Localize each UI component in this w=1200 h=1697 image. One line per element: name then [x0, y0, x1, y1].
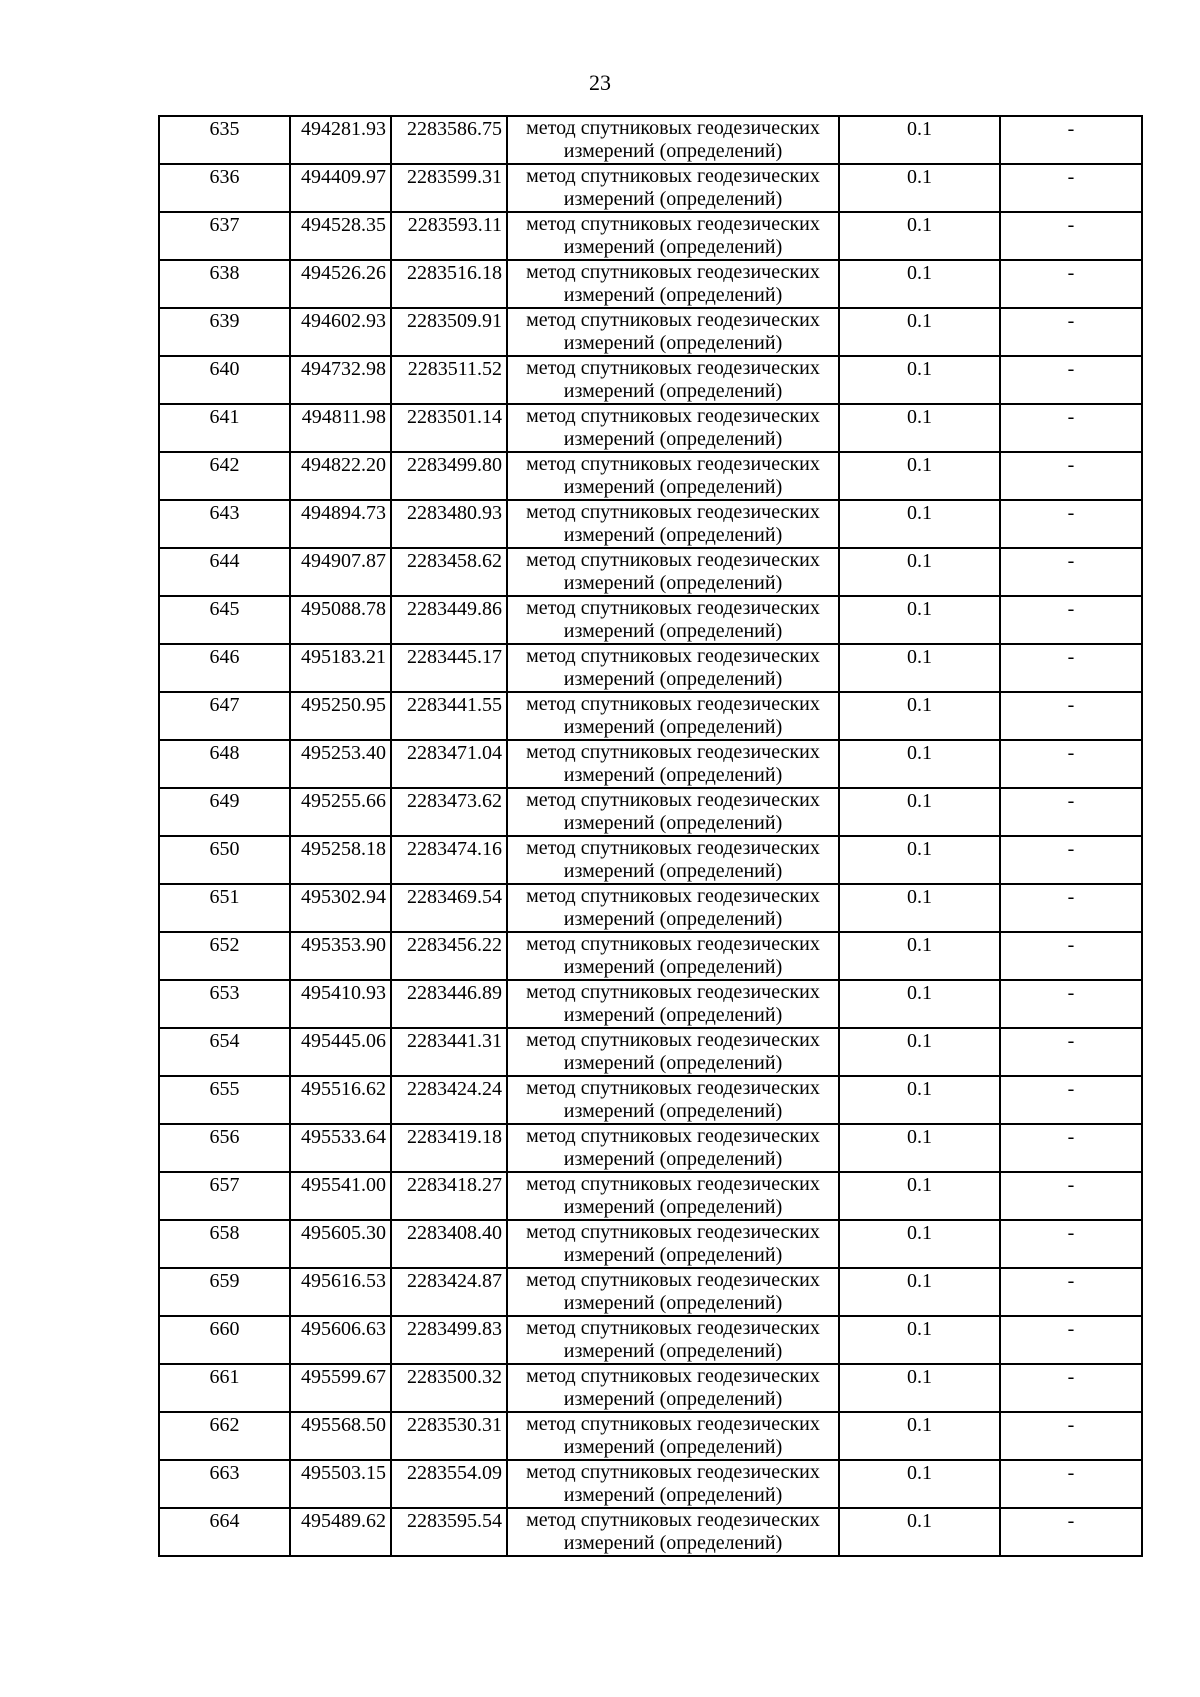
point-number-cell: 642: [159, 452, 290, 500]
y-coordinate-cell: 2283530.31: [391, 1412, 507, 1460]
note-cell: -: [1000, 788, 1142, 836]
point-number-cell: 643: [159, 500, 290, 548]
x-coordinate-cell: 494602.93: [290, 308, 391, 356]
method-text-line: измерений (определений): [563, 1436, 783, 1458]
method-text-line: измерений (определений): [563, 284, 783, 306]
point-number-cell: 664: [159, 1508, 290, 1556]
method-text-line: измерений (определений): [563, 716, 783, 738]
method-text-line: метод спутниковых геодезических: [526, 597, 820, 619]
method-text-line: измерений (определений): [563, 476, 783, 498]
accuracy-cell: 0.1: [839, 692, 1000, 740]
accuracy-cell: 0.1: [839, 788, 1000, 836]
accuracy-cell: 0.1: [839, 644, 1000, 692]
table-row: [159, 1076, 1142, 1124]
method-text-line: метод спутниковых геодезических: [526, 1509, 820, 1531]
y-coordinate-cell: 2283480.93: [391, 500, 507, 548]
note-cell: -: [1000, 1508, 1142, 1556]
method-cell: [507, 692, 839, 740]
method-text-line: метод спутниковых геодезических: [526, 165, 820, 187]
y-coordinate-cell: 2283408.40: [391, 1220, 507, 1268]
x-coordinate-cell: 495353.90: [290, 932, 391, 980]
point-number-cell: 658: [159, 1220, 290, 1268]
method-text-line: метод спутниковых геодезических: [526, 1077, 820, 1099]
point-number-cell: 663: [159, 1460, 290, 1508]
method-text-line: метод спутниковых геодезических: [526, 357, 820, 379]
method-text-line: метод спутниковых геодезических: [526, 405, 820, 427]
method-text-line: метод спутниковых геодезических: [526, 1029, 820, 1051]
note-cell: -: [1000, 404, 1142, 452]
point-number-cell: 646: [159, 644, 290, 692]
method-text-line: измерений (определений): [563, 1244, 783, 1266]
method-text-line: измерений (определений): [563, 1532, 783, 1554]
method-text-line: измерений (определений): [563, 1148, 783, 1170]
x-coordinate-cell: 495605.30: [290, 1220, 391, 1268]
x-coordinate-cell: 495533.64: [290, 1124, 391, 1172]
method-text-line: метод спутниковых геодезических: [526, 1461, 820, 1483]
y-coordinate-cell: 2283449.86: [391, 596, 507, 644]
method-cell: [507, 788, 839, 836]
accuracy-cell: 0.1: [839, 260, 1000, 308]
accuracy-cell: 0.1: [839, 548, 1000, 596]
table-row: [159, 1460, 1142, 1508]
accuracy-cell: 0.1: [839, 884, 1000, 932]
note-cell: -: [1000, 452, 1142, 500]
point-number-cell: 662: [159, 1412, 290, 1460]
method-text-line: измерений (определений): [563, 380, 783, 402]
table-row: [159, 1364, 1142, 1412]
method-text-line: измерений (определений): [563, 812, 783, 834]
x-coordinate-cell: 494281.93: [290, 116, 391, 164]
method-text-line: метод спутниковых геодезических: [526, 981, 820, 1003]
x-coordinate-cell: 495541.00: [290, 1172, 391, 1220]
note-cell: -: [1000, 548, 1142, 596]
x-coordinate-cell: 495253.40: [290, 740, 391, 788]
note-cell: -: [1000, 1316, 1142, 1364]
method-cell: [507, 308, 839, 356]
accuracy-cell: 0.1: [839, 1460, 1000, 1508]
method-cell: [507, 116, 839, 164]
table-row: [159, 164, 1142, 212]
method-cell: [507, 1028, 839, 1076]
note-cell: -: [1000, 500, 1142, 548]
method-cell: [507, 1172, 839, 1220]
accuracy-cell: 0.1: [839, 164, 1000, 212]
method-text-line: измерений (определений): [563, 620, 783, 642]
y-coordinate-cell: 2283419.18: [391, 1124, 507, 1172]
method-text-line: метод спутниковых геодезических: [526, 1413, 820, 1435]
x-coordinate-cell: 495258.18: [290, 836, 391, 884]
accuracy-cell: 0.1: [839, 1028, 1000, 1076]
accuracy-cell: 0.1: [839, 1172, 1000, 1220]
accuracy-cell: 0.1: [839, 932, 1000, 980]
x-coordinate-cell: 495599.67: [290, 1364, 391, 1412]
y-coordinate-cell: 2283516.18: [391, 260, 507, 308]
method-cell: [507, 1460, 839, 1508]
method-cell: [507, 644, 839, 692]
y-coordinate-cell: 2283446.89: [391, 980, 507, 1028]
x-coordinate-cell: 495616.53: [290, 1268, 391, 1316]
y-coordinate-cell: 2283499.83: [391, 1316, 507, 1364]
x-coordinate-cell: 495503.15: [290, 1460, 391, 1508]
method-text-line: измерений (определений): [563, 1388, 783, 1410]
method-text-line: измерений (определений): [563, 956, 783, 978]
method-cell: [507, 596, 839, 644]
table-row: [159, 260, 1142, 308]
method-text-line: измерений (определений): [563, 236, 783, 258]
table-row: [159, 452, 1142, 500]
note-cell: -: [1000, 1220, 1142, 1268]
method-text-line: метод спутниковых геодезических: [526, 741, 820, 763]
accuracy-cell: 0.1: [839, 1412, 1000, 1460]
x-coordinate-cell: 494822.20: [290, 452, 391, 500]
method-text-line: измерений (определений): [563, 764, 783, 786]
note-cell: -: [1000, 884, 1142, 932]
note-cell: -: [1000, 356, 1142, 404]
y-coordinate-cell: 2283511.52: [391, 356, 507, 404]
y-coordinate-cell: 2283595.54: [391, 1508, 507, 1556]
accuracy-cell: 0.1: [839, 1076, 1000, 1124]
note-cell: -: [1000, 836, 1142, 884]
table-row: [159, 1412, 1142, 1460]
y-coordinate-cell: 2283471.04: [391, 740, 507, 788]
page-number: 23: [589, 70, 611, 95]
accuracy-cell: 0.1: [839, 212, 1000, 260]
note-cell: -: [1000, 1028, 1142, 1076]
y-coordinate-cell: 2283499.80: [391, 452, 507, 500]
point-number-cell: 647: [159, 692, 290, 740]
method-text-line: измерений (определений): [563, 1004, 783, 1026]
method-text-line: метод спутниковых геодезических: [526, 693, 820, 715]
y-coordinate-cell: 2283554.09: [391, 1460, 507, 1508]
note-cell: -: [1000, 1268, 1142, 1316]
point-number-cell: 657: [159, 1172, 290, 1220]
point-number-cell: 656: [159, 1124, 290, 1172]
x-coordinate-cell: 495410.93: [290, 980, 391, 1028]
y-coordinate-cell: 2283500.32: [391, 1364, 507, 1412]
table-row: [159, 1172, 1142, 1220]
point-number-cell: 636: [159, 164, 290, 212]
table-row: [159, 1316, 1142, 1364]
method-cell: [507, 212, 839, 260]
method-cell: [507, 164, 839, 212]
coordinates-table: [158, 115, 1143, 1557]
table-row: [159, 1508, 1142, 1556]
method-cell: [507, 836, 839, 884]
point-number-cell: 648: [159, 740, 290, 788]
method-text-line: метод спутниковых геодезических: [526, 933, 820, 955]
method-cell: [507, 404, 839, 452]
point-number-cell: 635: [159, 116, 290, 164]
point-number-cell: 649: [159, 788, 290, 836]
note-cell: -: [1000, 1460, 1142, 1508]
note-cell: -: [1000, 212, 1142, 260]
method-text-line: измерений (определений): [563, 860, 783, 882]
note-cell: -: [1000, 1412, 1142, 1460]
table-row: [159, 740, 1142, 788]
method-cell: [507, 1220, 839, 1268]
table-row: [159, 404, 1142, 452]
x-coordinate-cell: 494526.26: [290, 260, 391, 308]
point-number-cell: 645: [159, 596, 290, 644]
y-coordinate-cell: 2283501.14: [391, 404, 507, 452]
y-coordinate-cell: 2283509.91: [391, 308, 507, 356]
x-coordinate-cell: 494528.35: [290, 212, 391, 260]
note-cell: -: [1000, 980, 1142, 1028]
note-cell: -: [1000, 260, 1142, 308]
method-text-line: измерений (определений): [563, 1340, 783, 1362]
table-row: [159, 692, 1142, 740]
table-row: [159, 788, 1142, 836]
method-text-line: измерений (определений): [563, 1100, 783, 1122]
table-row: [159, 116, 1142, 164]
point-number-cell: 644: [159, 548, 290, 596]
note-cell: -: [1000, 1172, 1142, 1220]
x-coordinate-cell: 495183.21: [290, 644, 391, 692]
point-number-cell: 655: [159, 1076, 290, 1124]
accuracy-cell: 0.1: [839, 1364, 1000, 1412]
point-number-cell: 638: [159, 260, 290, 308]
y-coordinate-cell: 2283456.22: [391, 932, 507, 980]
note-cell: -: [1000, 1124, 1142, 1172]
point-number-cell: 639: [159, 308, 290, 356]
y-coordinate-cell: 2283441.55: [391, 692, 507, 740]
y-coordinate-cell: 2283474.16: [391, 836, 507, 884]
table-row: [159, 596, 1142, 644]
method-text-line: измерений (определений): [563, 1196, 783, 1218]
method-cell: [507, 548, 839, 596]
method-text-line: метод спутниковых геодезических: [526, 453, 820, 475]
note-cell: -: [1000, 932, 1142, 980]
accuracy-cell: 0.1: [839, 404, 1000, 452]
method-cell: [507, 1412, 839, 1460]
accuracy-cell: 0.1: [839, 596, 1000, 644]
table-row: [159, 1220, 1142, 1268]
x-coordinate-cell: 495568.50: [290, 1412, 391, 1460]
point-number-cell: 641: [159, 404, 290, 452]
method-text-line: метод спутниковых геодезических: [526, 549, 820, 571]
note-cell: -: [1000, 1076, 1142, 1124]
method-text-line: измерений (определений): [563, 1292, 783, 1314]
accuracy-cell: 0.1: [839, 1508, 1000, 1556]
x-coordinate-cell: 494894.73: [290, 500, 391, 548]
x-coordinate-cell: 495255.66: [290, 788, 391, 836]
point-number-cell: 640: [159, 356, 290, 404]
note-cell: -: [1000, 692, 1142, 740]
accuracy-cell: 0.1: [839, 500, 1000, 548]
x-coordinate-cell: 495302.94: [290, 884, 391, 932]
point-number-cell: 637: [159, 212, 290, 260]
table-row: [159, 836, 1142, 884]
method-text-line: метод спутниковых геодезических: [526, 1317, 820, 1339]
accuracy-cell: 0.1: [839, 452, 1000, 500]
y-coordinate-cell: 2283473.62: [391, 788, 507, 836]
accuracy-cell: 0.1: [839, 356, 1000, 404]
x-coordinate-cell: 495445.06: [290, 1028, 391, 1076]
x-coordinate-cell: 495489.62: [290, 1508, 391, 1556]
note-cell: -: [1000, 164, 1142, 212]
method-text-line: метод спутниковых геодезических: [526, 1269, 820, 1291]
table-row: [159, 548, 1142, 596]
accuracy-cell: 0.1: [839, 1124, 1000, 1172]
method-text-line: метод спутниковых геодезических: [526, 261, 820, 283]
method-cell: [507, 884, 839, 932]
method-text-line: измерений (определений): [563, 332, 783, 354]
x-coordinate-cell: 494732.98: [290, 356, 391, 404]
method-text-line: метод спутниковых геодезических: [526, 1125, 820, 1147]
method-text-line: измерений (определений): [563, 572, 783, 594]
accuracy-cell: 0.1: [839, 1220, 1000, 1268]
point-number-cell: 659: [159, 1268, 290, 1316]
note-cell: -: [1000, 116, 1142, 164]
method-text-line: измерений (определений): [563, 1052, 783, 1074]
method-text-line: измерений (определений): [563, 188, 783, 210]
method-text-line: измерений (определений): [563, 524, 783, 546]
accuracy-cell: 0.1: [839, 980, 1000, 1028]
x-coordinate-cell: 494409.97: [290, 164, 391, 212]
method-text-line: измерений (определений): [563, 1484, 783, 1506]
y-coordinate-cell: 2283593.11: [391, 212, 507, 260]
x-coordinate-cell: 495250.95: [290, 692, 391, 740]
accuracy-cell: 0.1: [839, 836, 1000, 884]
y-coordinate-cell: 2283418.27: [391, 1172, 507, 1220]
table-row: [159, 212, 1142, 260]
x-coordinate-cell: 495606.63: [290, 1316, 391, 1364]
coordinates-table-body: [159, 116, 1142, 1556]
method-text-line: метод спутниковых геодезических: [526, 1221, 820, 1243]
method-cell: [507, 1364, 839, 1412]
table-row: [159, 1268, 1142, 1316]
x-coordinate-cell: 494811.98: [290, 404, 391, 452]
note-cell: -: [1000, 596, 1142, 644]
point-number-cell: 651: [159, 884, 290, 932]
point-number-cell: 653: [159, 980, 290, 1028]
x-coordinate-cell: 494907.87: [290, 548, 391, 596]
method-cell: [507, 1508, 839, 1556]
accuracy-cell: 0.1: [839, 740, 1000, 788]
method-cell: [507, 1124, 839, 1172]
method-text-line: метод спутниковых геодезических: [526, 645, 820, 667]
y-coordinate-cell: 2283441.31: [391, 1028, 507, 1076]
method-text-line: метод спутниковых геодезических: [526, 789, 820, 811]
point-number-cell: 652: [159, 932, 290, 980]
method-cell: [507, 260, 839, 308]
point-number-cell: 650: [159, 836, 290, 884]
table-row: [159, 1028, 1142, 1076]
table-row: [159, 500, 1142, 548]
table-row: [159, 644, 1142, 692]
x-coordinate-cell: 495088.78: [290, 596, 391, 644]
method-text-line: измерений (определений): [563, 668, 783, 690]
method-text-line: метод спутниковых геодезических: [526, 117, 820, 139]
accuracy-cell: 0.1: [839, 308, 1000, 356]
note-cell: -: [1000, 1364, 1142, 1412]
accuracy-cell: 0.1: [839, 1316, 1000, 1364]
method-text-line: измерений (определений): [563, 908, 783, 930]
method-text-line: метод спутниковых геодезических: [526, 309, 820, 331]
method-cell: [507, 1268, 839, 1316]
point-number-cell: 660: [159, 1316, 290, 1364]
note-cell: -: [1000, 740, 1142, 788]
y-coordinate-cell: 2283599.31: [391, 164, 507, 212]
method-cell: [507, 740, 839, 788]
y-coordinate-cell: 2283586.75: [391, 116, 507, 164]
y-coordinate-cell: 2283458.62: [391, 548, 507, 596]
method-cell: [507, 452, 839, 500]
method-text-line: измерений (определений): [563, 428, 783, 450]
accuracy-cell: 0.1: [839, 1268, 1000, 1316]
method-text-line: метод спутниковых геодезических: [526, 1173, 820, 1195]
table-row: [159, 932, 1142, 980]
method-text-line: метод спутниковых геодезических: [526, 501, 820, 523]
method-cell: [507, 1316, 839, 1364]
note-cell: -: [1000, 308, 1142, 356]
method-text-line: метод спутниковых геодезических: [526, 213, 820, 235]
method-cell: [507, 1076, 839, 1124]
note-cell: -: [1000, 644, 1142, 692]
table-row: [159, 980, 1142, 1028]
y-coordinate-cell: 2283445.17: [391, 644, 507, 692]
method-cell: [507, 932, 839, 980]
y-coordinate-cell: 2283424.87: [391, 1268, 507, 1316]
method-text-line: измерений (определений): [563, 140, 783, 162]
point-number-cell: 661: [159, 1364, 290, 1412]
table-row: [159, 356, 1142, 404]
table-row: [159, 884, 1142, 932]
method-cell: [507, 980, 839, 1028]
method-cell: [507, 356, 839, 404]
method-text-line: метод спутниковых геодезических: [526, 837, 820, 859]
table-row: [159, 1124, 1142, 1172]
accuracy-cell: 0.1: [839, 116, 1000, 164]
y-coordinate-cell: 2283424.24: [391, 1076, 507, 1124]
table-row: [159, 308, 1142, 356]
method-text-line: метод спутниковых геодезических: [526, 885, 820, 907]
method-cell: [507, 500, 839, 548]
point-number-cell: 654: [159, 1028, 290, 1076]
y-coordinate-cell: 2283469.54: [391, 884, 507, 932]
method-text-line: метод спутниковых геодезических: [526, 1365, 820, 1387]
x-coordinate-cell: 495516.62: [290, 1076, 391, 1124]
